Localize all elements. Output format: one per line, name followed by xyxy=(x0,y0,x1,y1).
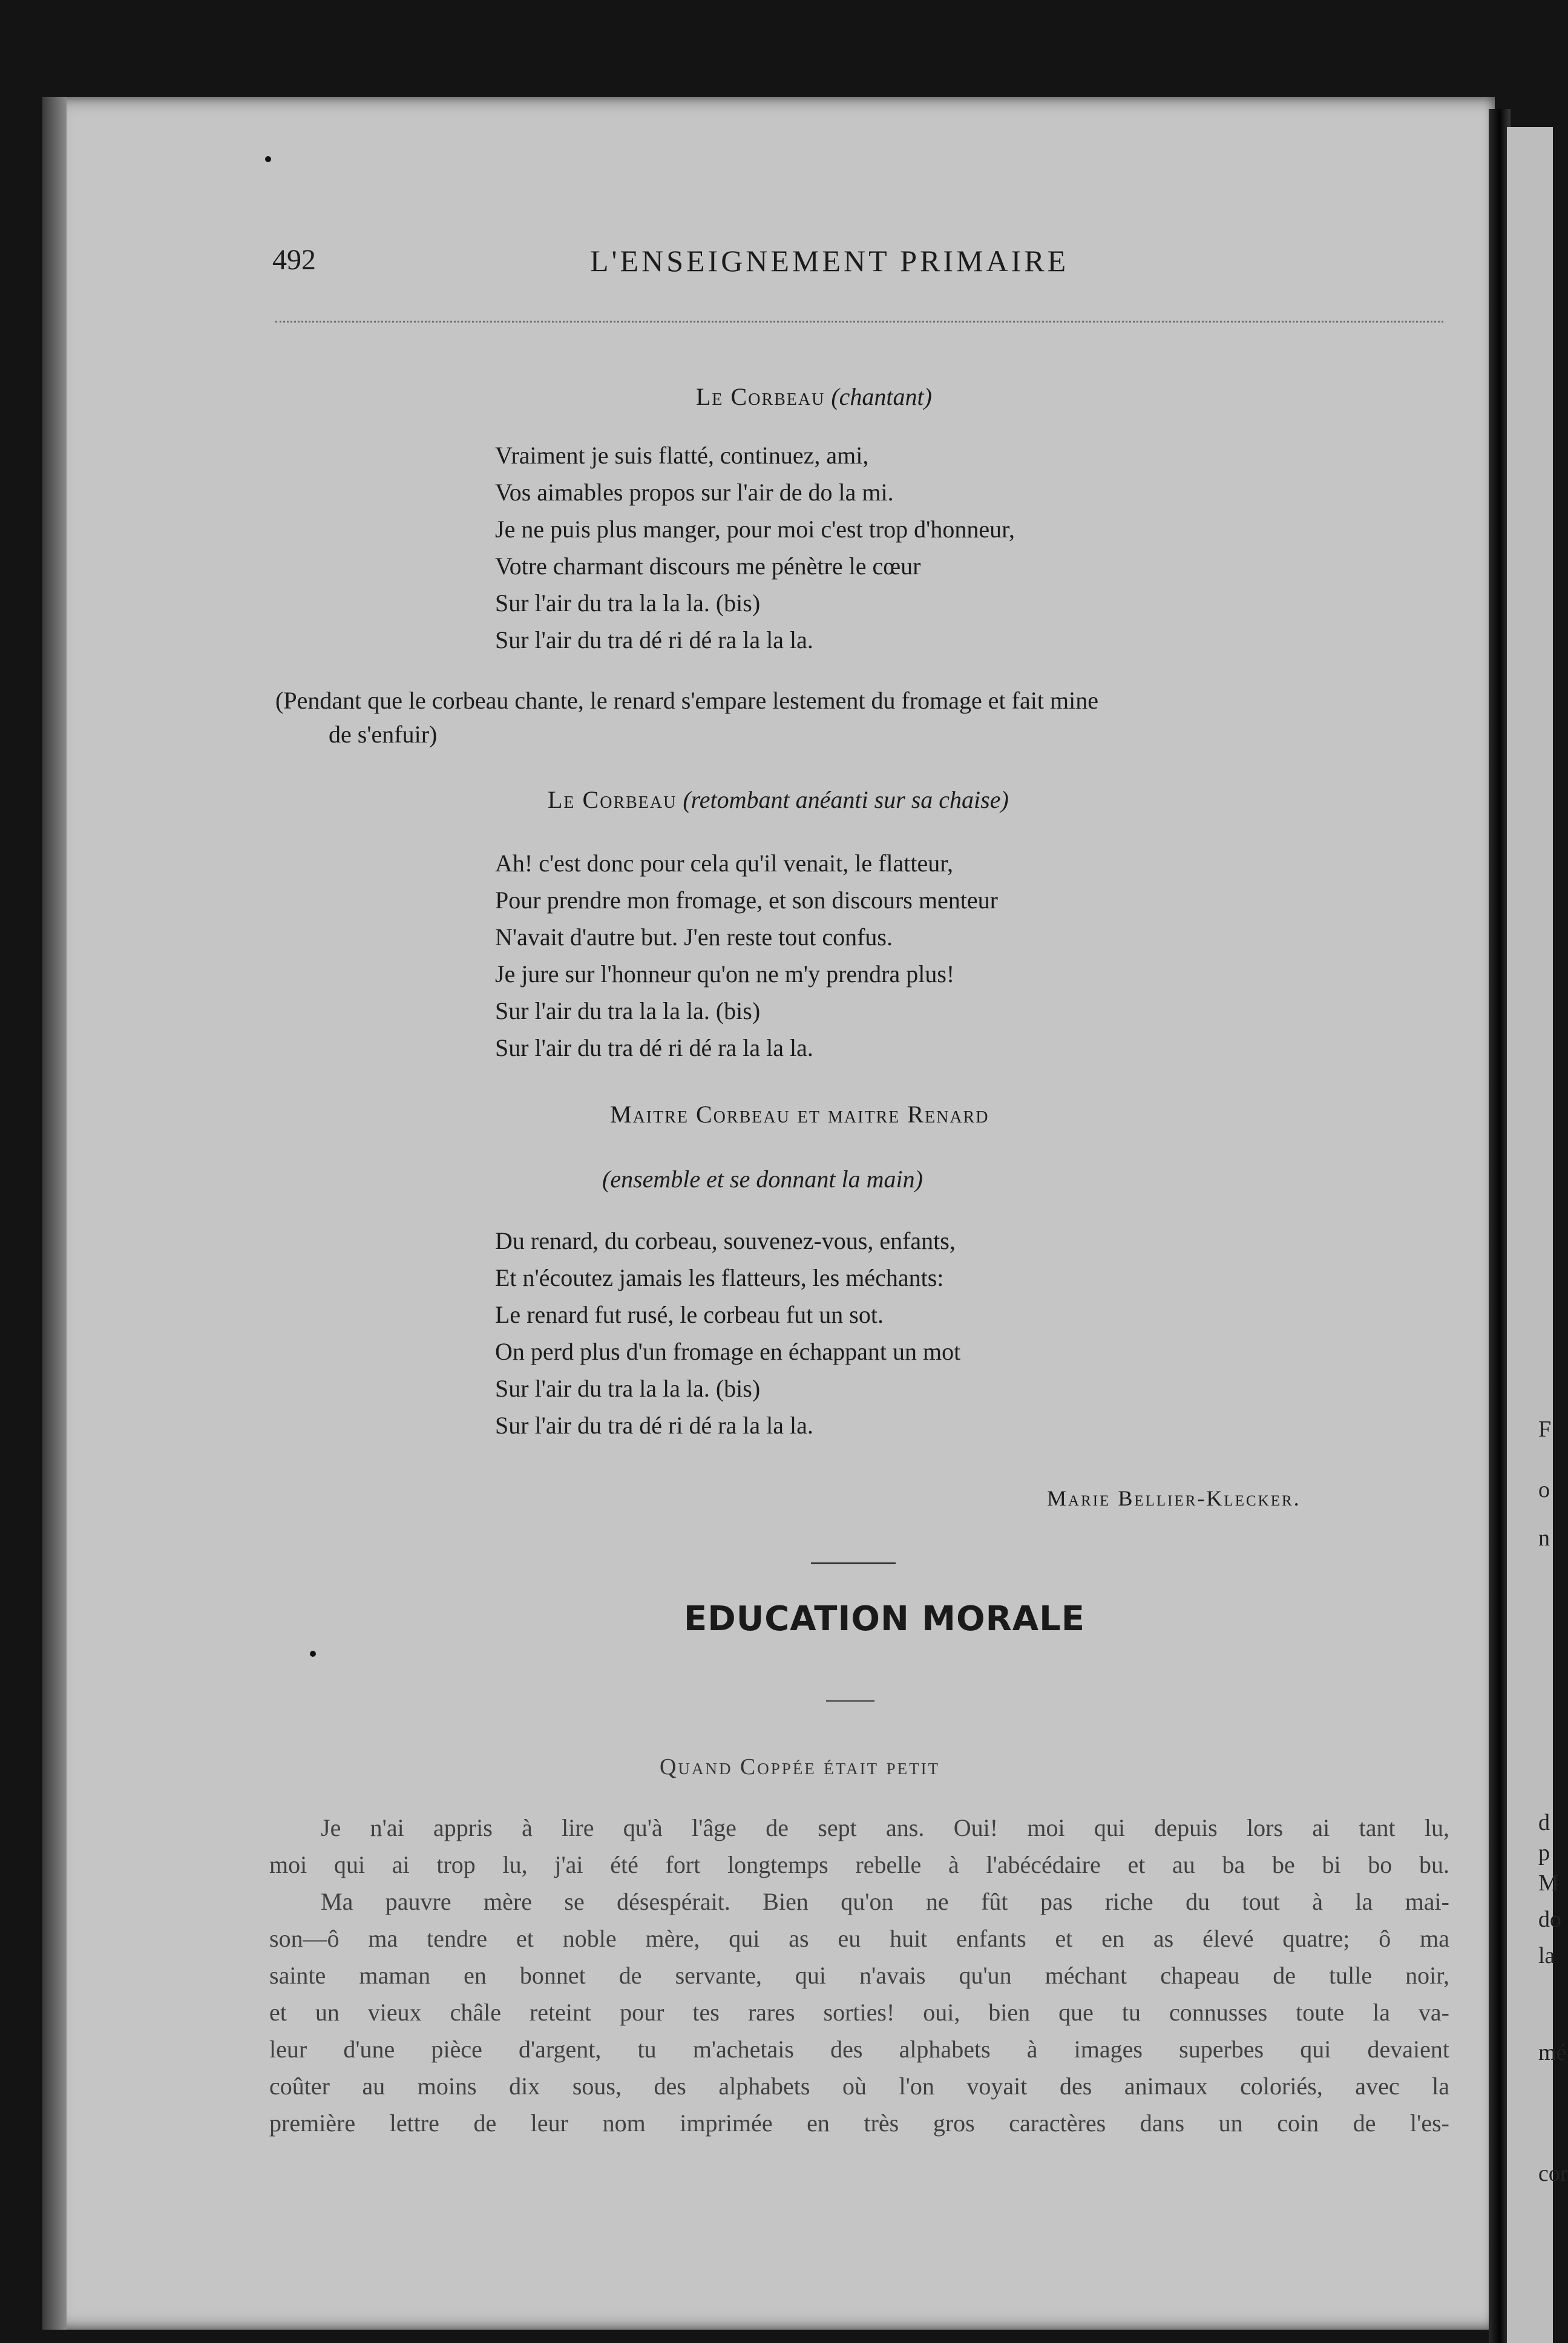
prose-line: coûter au moins dix sous, des alphabets où l'on voyait des animaux coloriés, avec la xyxy=(269,2073,1449,2100)
prose-line: et un vieux châle reteint pour tes rares sorties! oui, bien que tu connusses toute la va- xyxy=(269,1999,1449,2026)
verse-line: On perd plus d'un fromage en échappant un mot xyxy=(495,1338,961,1365)
verse-line: Sur l'air du tra la la la. (bis) xyxy=(495,997,761,1024)
facing-page xyxy=(1507,127,1553,2343)
speaker-direction xyxy=(602,1165,923,1193)
verse-line: Et n'écoutez jamais les flatteurs, les méchants: xyxy=(495,1264,944,1291)
speaker-name: Le Corbeau xyxy=(696,383,825,410)
verse-line: Sur l'air du tra dé ri dé ra la la la. xyxy=(495,626,813,654)
section-title: EDUCATION MORALE xyxy=(684,1599,1086,1639)
verse-line: Ah! c'est donc pour cela qu'il venait, le flatteur, xyxy=(495,850,953,877)
facing-page-fragment: M xyxy=(1538,1870,1559,1896)
section-separator xyxy=(811,1562,896,1564)
verse-line: Vos aimables propos sur l'air de do la mi. xyxy=(495,479,894,506)
speaker-direction: (retombant anéanti sur sa chaise) xyxy=(683,786,1009,813)
facing-page-fragment: la xyxy=(1538,1943,1555,1968)
verse-line: Le renard fut rusé, le corbeau fut un sot. xyxy=(495,1301,884,1328)
speaker-direction: (chantant) xyxy=(831,383,932,410)
verse-line: Je ne puis plus manger, pour moi c'est trop d'honneur, xyxy=(495,516,1015,543)
prose-line: première lettre de leur nom imprimée en très gros caractères dans un coin de l'es- xyxy=(269,2109,1449,2137)
verse-line: Je jure sur l'honneur qu'on ne m'y prendra plus! xyxy=(495,960,955,988)
verse-stanza xyxy=(495,1222,960,1444)
stage-direction xyxy=(275,684,1449,752)
verse-line: Votre charmant discours me pénètre le cœur xyxy=(495,552,921,580)
facing-page-fragment: p xyxy=(1538,1840,1550,1866)
header-rule xyxy=(275,321,1443,323)
verse-line: Sur l'air du tra la la la. (bis) xyxy=(495,589,761,617)
prose-line: moi qui ai trop lu, j'ai été fort longtemps rebelle à l'abécédaire et au ba be bi bo bu. xyxy=(269,1851,1449,1878)
facing-page-fragment: do xyxy=(1538,1907,1561,1932)
verse-stanza xyxy=(495,437,1015,658)
prose-line: Je n'ai appris à lire qu'à l'âge de sept ans. Oui! moi qui depuis lors ai tant lu, xyxy=(321,1814,1449,1841)
subsection-title: Quand Coppée était petit xyxy=(660,1754,940,1780)
prose-paragraph xyxy=(269,1809,1449,2141)
page-header xyxy=(272,243,1446,286)
facing-page-fragment: d xyxy=(1538,1810,1550,1835)
verse-line: Du renard, du corbeau, souvenez-vous, enfants, xyxy=(495,1227,956,1254)
speaker-name: Le Corbeau xyxy=(548,786,677,813)
speaker-direction-text: (ensemble et se donnant la main) xyxy=(602,1165,923,1193)
verse-line: Sur l'air du tra la la la. (bis) xyxy=(495,1375,761,1402)
facing-page-fragment: cor xyxy=(1538,2161,1568,2186)
speaker-name: Maitre Corbeau et maitre Renard xyxy=(610,1101,989,1128)
speck xyxy=(310,1651,316,1657)
prose-line: leur d'une pièce d'argent, tu m'achetais des alphabets à images superbes qui devaient xyxy=(269,2036,1449,2063)
verse-line: Vraiment je suis flatté, continuez, ami, xyxy=(495,442,869,469)
title-rule xyxy=(826,1700,874,1702)
verse-line: Sur l'air du tra dé ri dé ra la la la. xyxy=(495,1412,813,1439)
prose-line: Ma pauvre mère se désespérait. Bien qu'on ne fût pas riche du tout à la mai- xyxy=(321,1888,1449,1915)
stage-direction-line: de s'enfuir) xyxy=(329,721,438,748)
speaker-heading xyxy=(696,382,932,411)
page-number: 492 xyxy=(272,244,316,276)
prose-line: son—ô ma tendre et noble mère, qui as eu huit enfants et en as élevé quatre; ô ma xyxy=(269,1925,1449,1952)
page-edge-shadow xyxy=(42,97,67,2330)
prose-line: sainte maman en bonnet de servante, qui n'avais qu'un méchant chapeau de tulle noir, xyxy=(269,1962,1449,1989)
facing-page-fragment: n xyxy=(1538,1525,1550,1551)
verse-stanza xyxy=(495,845,998,1066)
stage-direction-line: (Pendant que le corbeau chante, le renard s'empare lestement du fromage et fait mine xyxy=(275,687,1098,714)
facing-page-fragment: F xyxy=(1538,1417,1552,1442)
facing-page-fragment: o xyxy=(1538,1477,1550,1502)
speck xyxy=(265,156,271,162)
verse-line: Pour prendre mon fromage, et son discours menteur xyxy=(495,886,998,914)
verse-line: N'avait d'autre but. J'en reste tout confus. xyxy=(495,923,893,951)
author-signature: Marie Bellier-Klecker. xyxy=(1047,1486,1301,1510)
speaker-heading xyxy=(548,785,1009,814)
running-title: L'ENSEIGNEMENT PRIMAIRE xyxy=(590,244,1069,278)
facing-page-fragment: mé xyxy=(1538,2040,1567,2065)
verse-line: Sur l'air du tra dé ri dé ra la la la. xyxy=(495,1034,813,1061)
